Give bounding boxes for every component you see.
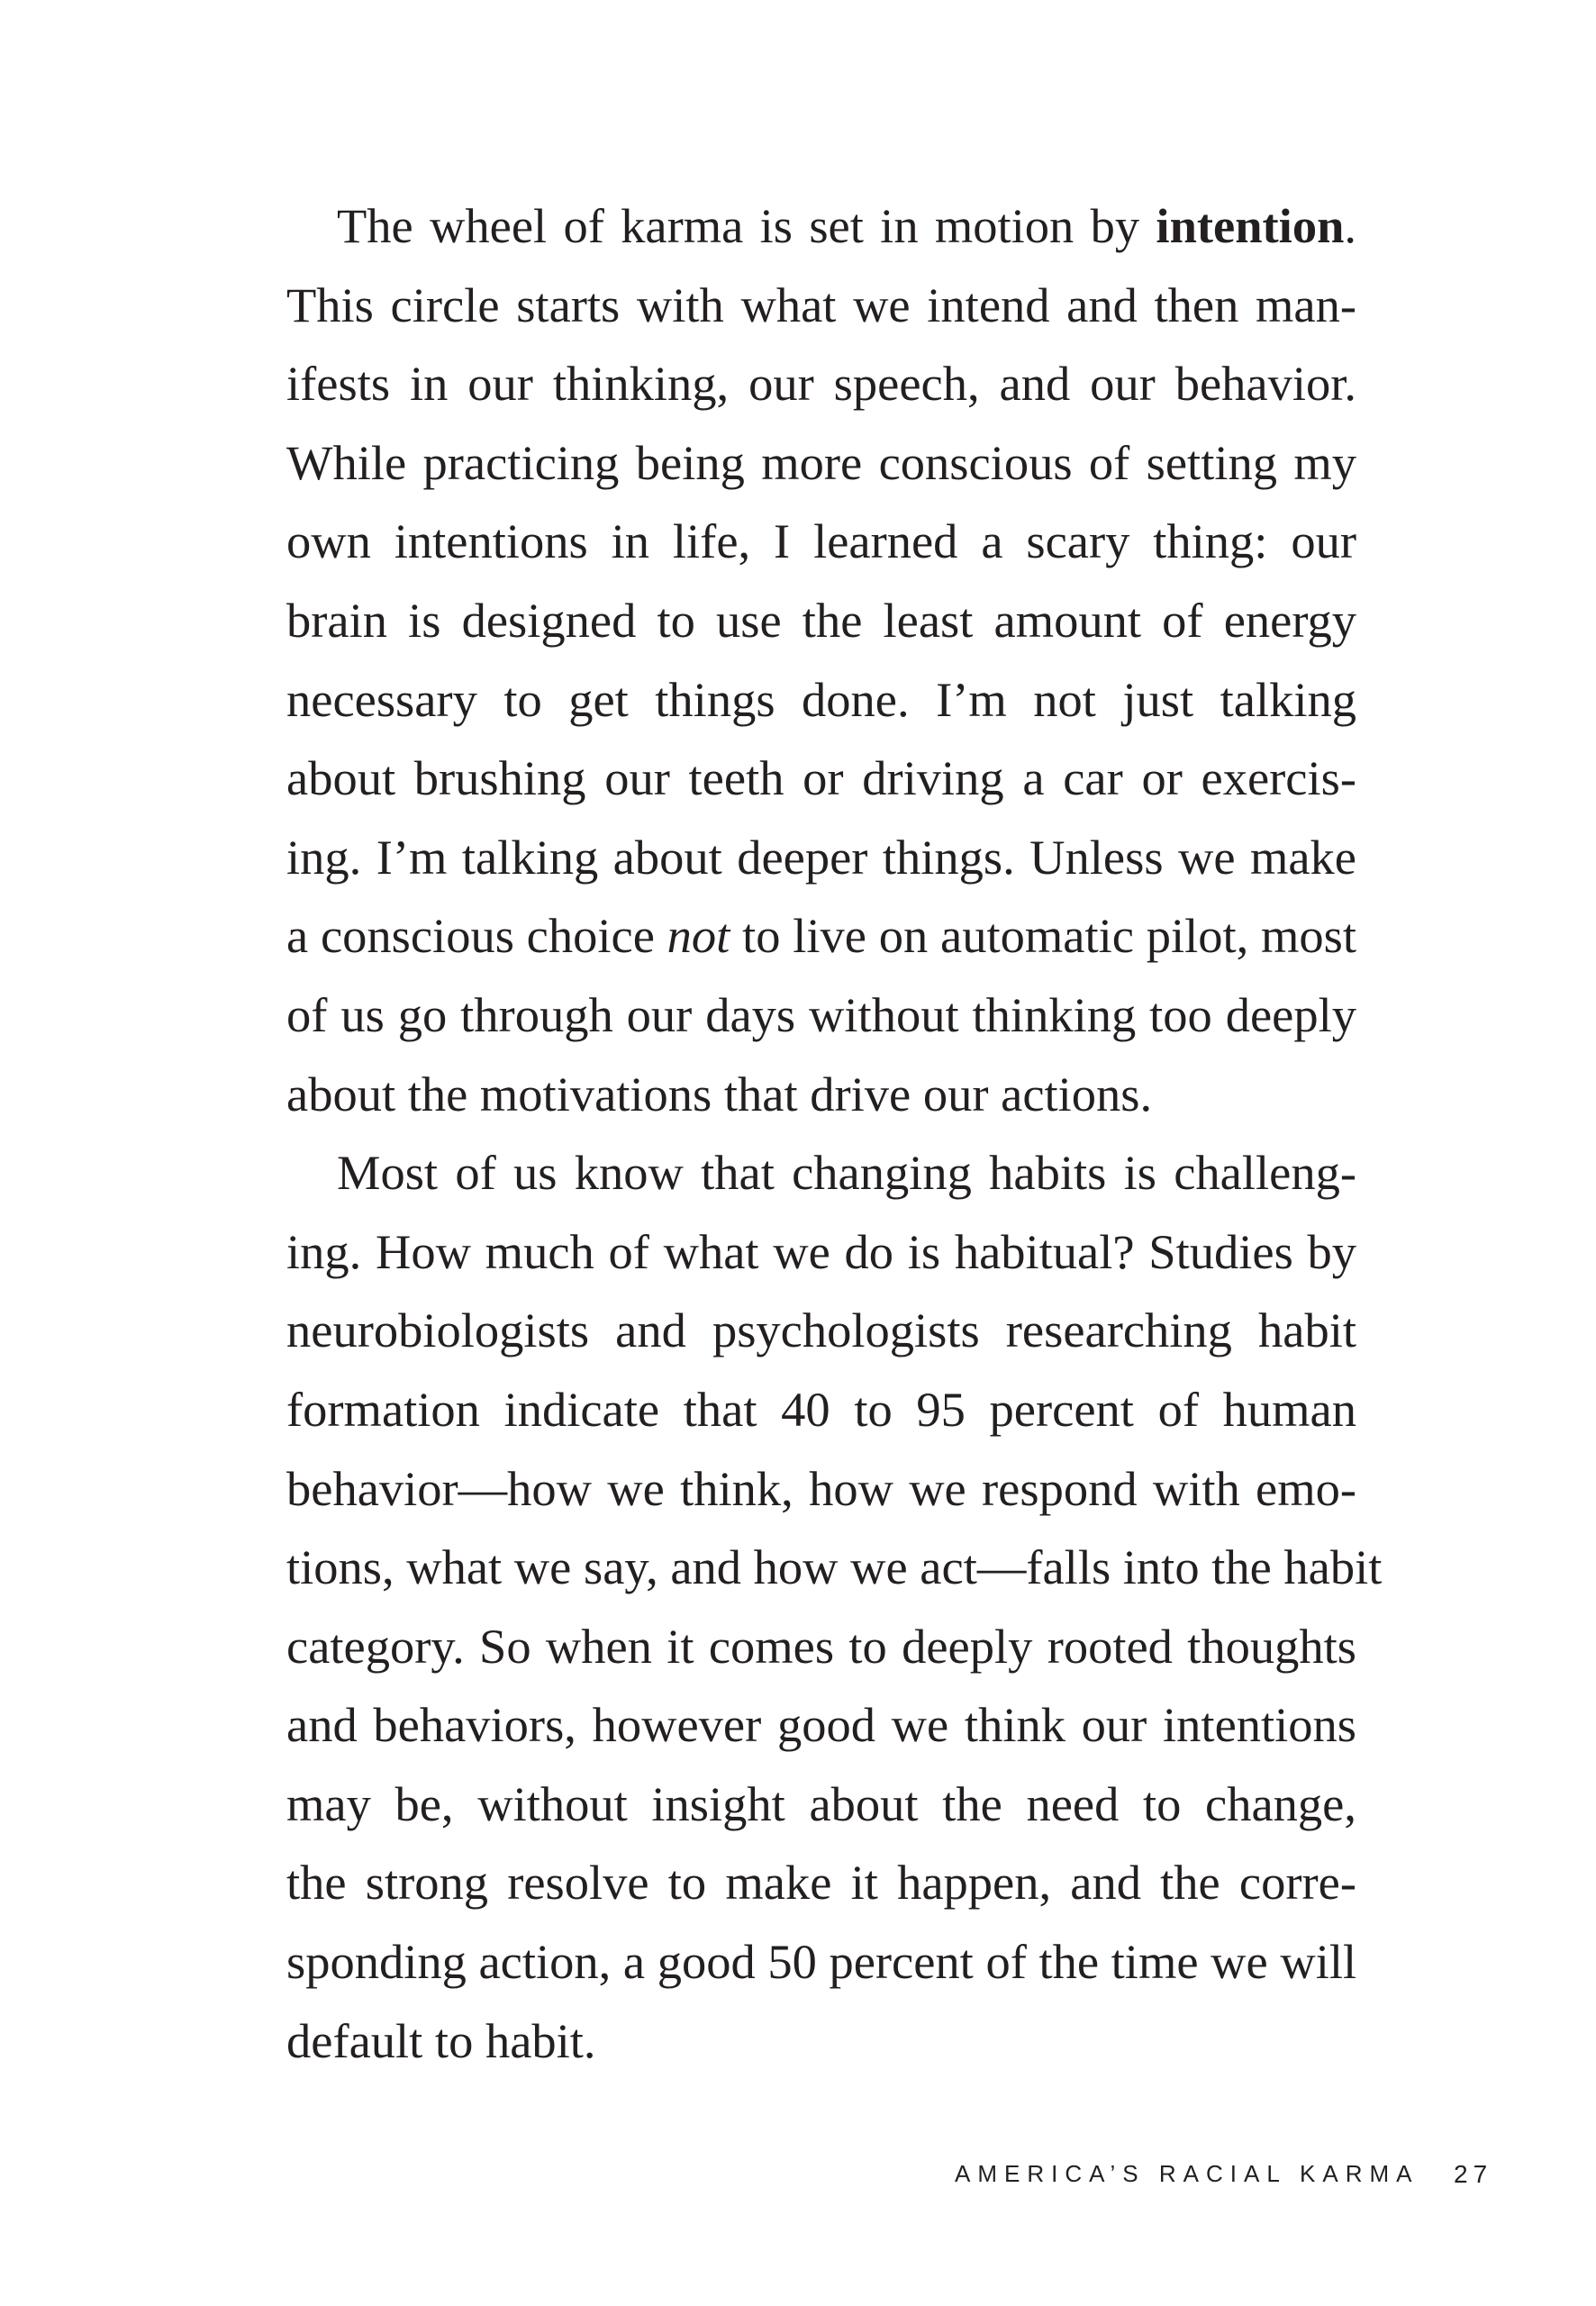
text-line: brain is designed to use the least amount of energy — [286, 592, 1356, 648]
running-title: AMERICA’S RACIAL KARMA — [955, 2160, 1419, 2187]
text-line: about brushing our teeth or driving a car or exercis- — [286, 750, 1356, 806]
text-line: of us go through our days without thinking too deeply — [286, 986, 1356, 1042]
text-line: ing. I’m talking about deeper things. Unless we make — [286, 829, 1356, 885]
text-line: may be, without insight about the need to change, — [286, 1775, 1356, 1831]
text-line: Most of us know that changing habits is challeng- — [337, 1145, 1356, 1201]
text-line: neurobiologists and psychologists researching habit — [286, 1303, 1356, 1358]
text-line: behavior—how we think, how we respond with emo- — [286, 1460, 1356, 1516]
italic-term: not — [667, 908, 730, 964]
text-line: default to habit. — [286, 2012, 596, 2068]
text-line: and behaviors, however good we think our intentions — [286, 1697, 1356, 1753]
text-line: tions, what we say, and how we act—falls into the habit — [286, 1539, 1383, 1595]
text-line: While practicing being more conscious of setting my — [286, 434, 1356, 490]
text-line: formation indicate that 40 to 95 percent of human — [286, 1381, 1356, 1437]
text-line: own intentions in life, I learned a scary thing: our — [286, 513, 1356, 569]
text-line: ing. How much of what we do is habitual? Studies by — [286, 1223, 1356, 1279]
text-line: the strong resolve to make it happen, and the corre- — [286, 1855, 1356, 1911]
paragraph-1 — [286, 186, 1356, 1133]
bold-term: intention — [1156, 198, 1345, 253]
text-line: about the motivations that drive our actions. — [286, 1066, 1153, 1121]
body-text — [286, 186, 1383, 2080]
paragraph-2 — [286, 1133, 1383, 2080]
text-run: . — [1344, 198, 1356, 253]
text-line: This circle starts with what we intend and then man- — [286, 277, 1356, 332]
text-run: to live on automatic pilot, most — [730, 908, 1357, 964]
text-run: The wheel of karma is set in motion by — [337, 198, 1156, 253]
text-line — [286, 896, 1356, 976]
text-line: sponding action, a good 50 percent of the time we will — [286, 1934, 1357, 1990]
text-line: necessary to get things done. I’m not just talking — [286, 671, 1356, 727]
text-line: category. So when it comes to deeply rooted thoughts — [286, 1618, 1356, 1674]
page-number: 27 — [1454, 2160, 1493, 2188]
text-line: ifests in our thinking, our speech, and our behavior. — [286, 356, 1356, 412]
text-run: a conscious choice — [286, 908, 667, 964]
text-line — [286, 186, 1356, 266]
